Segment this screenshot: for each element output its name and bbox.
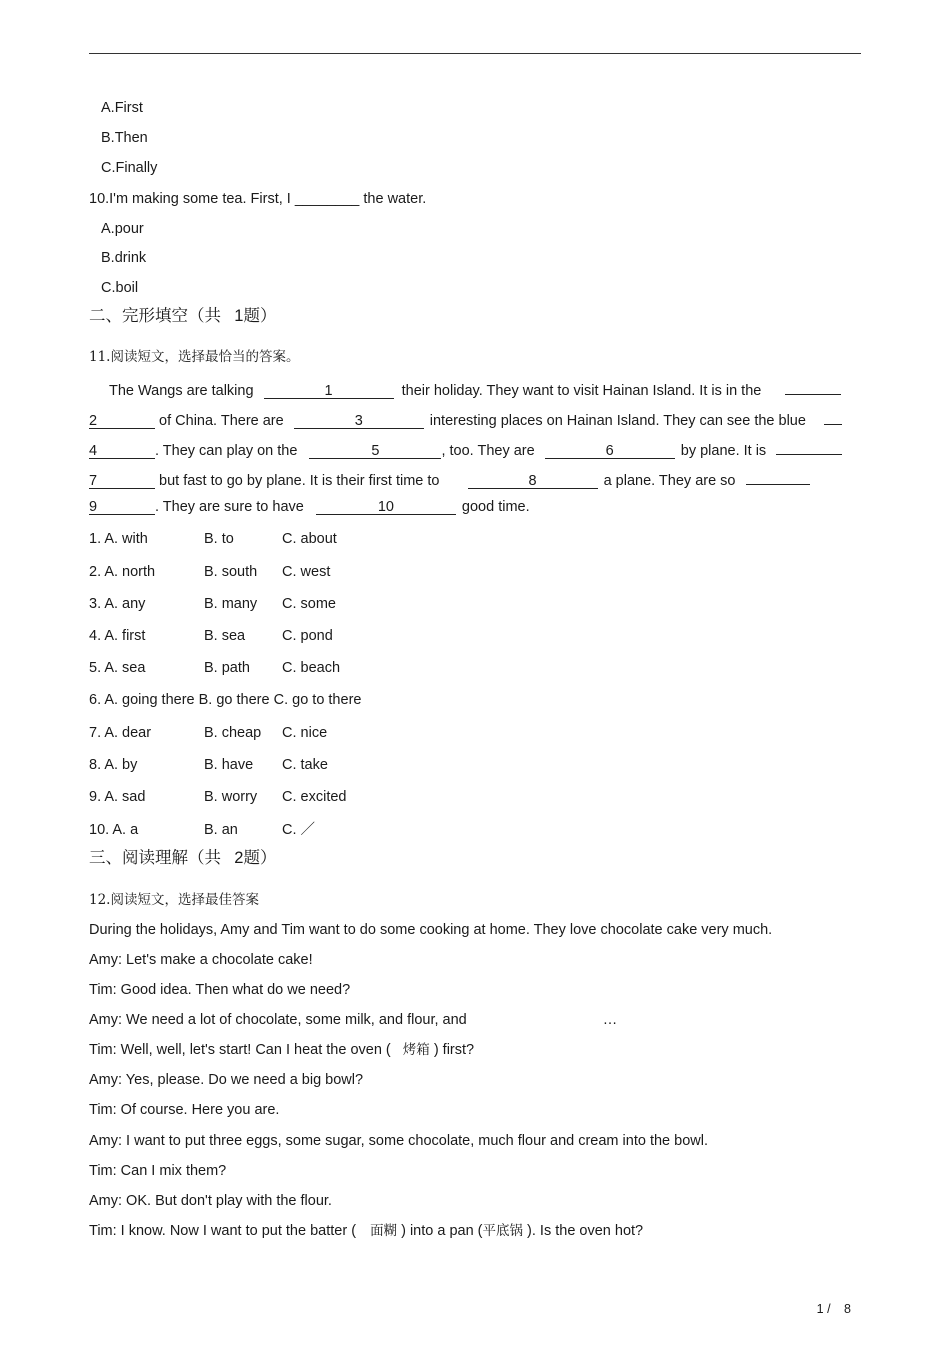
passage-text: but fast to go by plane. It is their first time to <box>159 473 440 489</box>
choice-1-a[interactable]: 1. A. with <box>89 531 148 547</box>
choice-7-a[interactable]: 7. A. dear <box>89 725 152 741</box>
choice-9-c[interactable]: C. excited <box>282 789 347 805</box>
blank-4[interactable] <box>89 443 155 459</box>
blank-2-number: 2 <box>89 413 98 429</box>
pan-cn: 平底锅 <box>482 1223 524 1239</box>
q12-line-text: ) into a pan ( <box>401 1223 483 1239</box>
choice-7-b[interactable]: B. cheap <box>204 725 262 741</box>
page-total: 8 <box>844 1302 851 1316</box>
blank-4-start <box>824 409 842 425</box>
blank-8[interactable]: 8 <box>468 473 598 489</box>
choice-2-b[interactable]: B. south <box>204 564 258 580</box>
choice-8-b[interactable]: B. have <box>204 757 254 773</box>
passage-text: by plane. It is <box>680 443 767 459</box>
q12-line: Tim: Good idea. Then what do we need? <box>89 982 351 998</box>
blank-6[interactable]: 6 <box>545 443 675 459</box>
q12-line: Amy: Let's make a chocolate cake! <box>89 952 313 968</box>
choice-10-a[interactable]: 10. A. a <box>89 822 139 838</box>
choice-3-a[interactable]: 3. A. any <box>89 596 146 612</box>
q9-option-c[interactable]: C.Finally <box>101 160 158 176</box>
choice-4-c[interactable]: C. pond <box>282 628 333 644</box>
q12-instruction: 12.阅读短文，选择最佳答案 <box>89 892 259 908</box>
q11-passage-line2 <box>89 409 842 430</box>
passage-text: a plane. They are so <box>603 473 736 489</box>
q11-passage-line3 <box>89 439 842 460</box>
q10-option-a[interactable]: A.pour <box>101 221 144 237</box>
ellipsis: … <box>602 1012 618 1028</box>
choice-1-b[interactable]: B. to <box>204 531 234 547</box>
q12-line: Tim: Of course. Here you are. <box>89 1102 280 1118</box>
section2-count: 1 <box>234 307 244 325</box>
q12-line-text: ). Is the oven hot? <box>527 1223 644 1239</box>
choice-5-c[interactable]: C. beach <box>282 660 341 676</box>
choice-4-b[interactable]: B. sea <box>204 628 246 644</box>
passage-text: good time. <box>461 499 530 515</box>
blank-3[interactable]: 3 <box>294 413 424 429</box>
choice-8-c[interactable]: C. take <box>282 757 328 773</box>
section2-title <box>89 306 276 326</box>
batter-cn: 面糊 <box>370 1223 398 1239</box>
choice-6-row[interactable]: 6. A. going there B. go there C. go to there <box>89 692 362 708</box>
blank-2[interactable] <box>89 413 155 429</box>
choice-2-a[interactable]: 2. A. north <box>89 564 156 580</box>
q10-option-b[interactable]: B.drink <box>101 250 147 266</box>
header-rule <box>89 53 861 54</box>
passage-text: . They can play on the <box>155 443 298 459</box>
choice-10-c[interactable]: C. ／ <box>282 822 316 838</box>
section3-title-end: 题） <box>243 848 277 867</box>
q11-instruction: 11.阅读短文，选择最恰当的答案。 <box>89 349 300 365</box>
page-current: 1 / <box>816 1302 831 1316</box>
blank-10[interactable]: 10 <box>316 499 456 515</box>
q10-stem-end: the water. <box>363 191 427 207</box>
choice-9-b[interactable]: B. worry <box>204 789 258 805</box>
q9-option-a[interactable]: A.First <box>101 100 143 116</box>
q10-stem <box>89 190 426 208</box>
passage-text: of China. There are <box>159 413 284 429</box>
choice-5-a[interactable]: 5. A. sea <box>89 660 146 676</box>
blank-7-start <box>776 439 842 455</box>
q12-line-text: Tim: I know. Now I want to put the batter ( <box>89 1223 357 1239</box>
q12-line <box>89 1222 643 1240</box>
q11-passage-line1 <box>109 379 841 400</box>
choice-4-a[interactable]: 4. A. first <box>89 628 146 644</box>
q12-line: Amy: I want to put three eggs, some sugar, some chocolate, much flour and cream into the bowl. <box>89 1133 708 1149</box>
q10-option-c[interactable]: C.boil <box>101 280 139 296</box>
blank-7[interactable] <box>89 473 155 489</box>
q12-line-text: Tim: Well, well, let's start! Can I heat the oven ( <box>89 1042 391 1058</box>
q12-line <box>89 1011 617 1029</box>
q12-line-text: ) first? <box>433 1042 475 1058</box>
q10-blank: ________ <box>294 191 360 207</box>
blank-1[interactable]: 1 <box>264 383 394 399</box>
blank-4-number: 4 <box>89 443 98 459</box>
passage-text: . They are sure to have <box>155 499 304 515</box>
q12-line: Amy: Yes, please. Do we need a big bowl? <box>89 1072 364 1088</box>
page-number <box>817 1302 851 1316</box>
choice-2-c[interactable]: C. west <box>282 564 331 580</box>
choice-3-c[interactable]: C. some <box>282 596 336 612</box>
section3-title-text: 三、阅读理解（共 <box>89 848 221 867</box>
oven-cn: 烤箱 <box>402 1042 430 1058</box>
section3-count: 2 <box>234 849 244 867</box>
blank-2-start <box>785 379 841 395</box>
choice-1-c[interactable]: C. about <box>282 531 337 547</box>
passage-text: interesting places on Hainan Island. They can see the blue <box>429 413 806 429</box>
blank-5[interactable]: 5 <box>309 443 441 459</box>
q12-line-text: Amy: We need a lot of chocolate, some milk, and flour, and <box>89 1012 467 1028</box>
choice-10-b[interactable]: B. an <box>204 822 238 838</box>
passage-text: , too. They are <box>441 443 535 459</box>
section2-title-text: 二、完形填空（共 <box>89 306 221 325</box>
q12-line <box>89 1041 474 1059</box>
q11-passage-line5 <box>89 498 530 516</box>
passage-text: The Wangs are talking <box>109 383 254 399</box>
choice-7-c[interactable]: C. nice <box>282 725 328 741</box>
choice-5-b[interactable]: B. path <box>204 660 250 676</box>
section2-title-end: 题） <box>243 306 277 325</box>
q12-line: During the holidays, Amy and Tim want to do some cooking at home. They love chocolate cake very much. <box>89 922 773 938</box>
choice-9-a[interactable]: 9. A. sad <box>89 789 146 805</box>
blank-9[interactable] <box>89 499 155 515</box>
q9-option-b[interactable]: B.Then <box>101 130 148 146</box>
q12-line: Tim: Can I mix them? <box>89 1163 227 1179</box>
blank-9-start <box>746 469 810 485</box>
blank-7-number: 7 <box>89 473 98 489</box>
q10-stem-text: 10.I'm making some tea. First, I <box>89 191 291 207</box>
section3-title <box>89 848 276 868</box>
passage-text: their holiday. They want to visit Hainan Island. It is in the <box>401 383 762 399</box>
choice-8-a[interactable]: 8. A. by <box>89 757 138 773</box>
blank-9-number: 9 <box>89 499 98 515</box>
q11-passage-line4 <box>89 469 810 490</box>
q12-line: Amy: OK. But don't play with the flour. <box>89 1193 332 1209</box>
choice-3-b[interactable]: B. many <box>204 596 258 612</box>
